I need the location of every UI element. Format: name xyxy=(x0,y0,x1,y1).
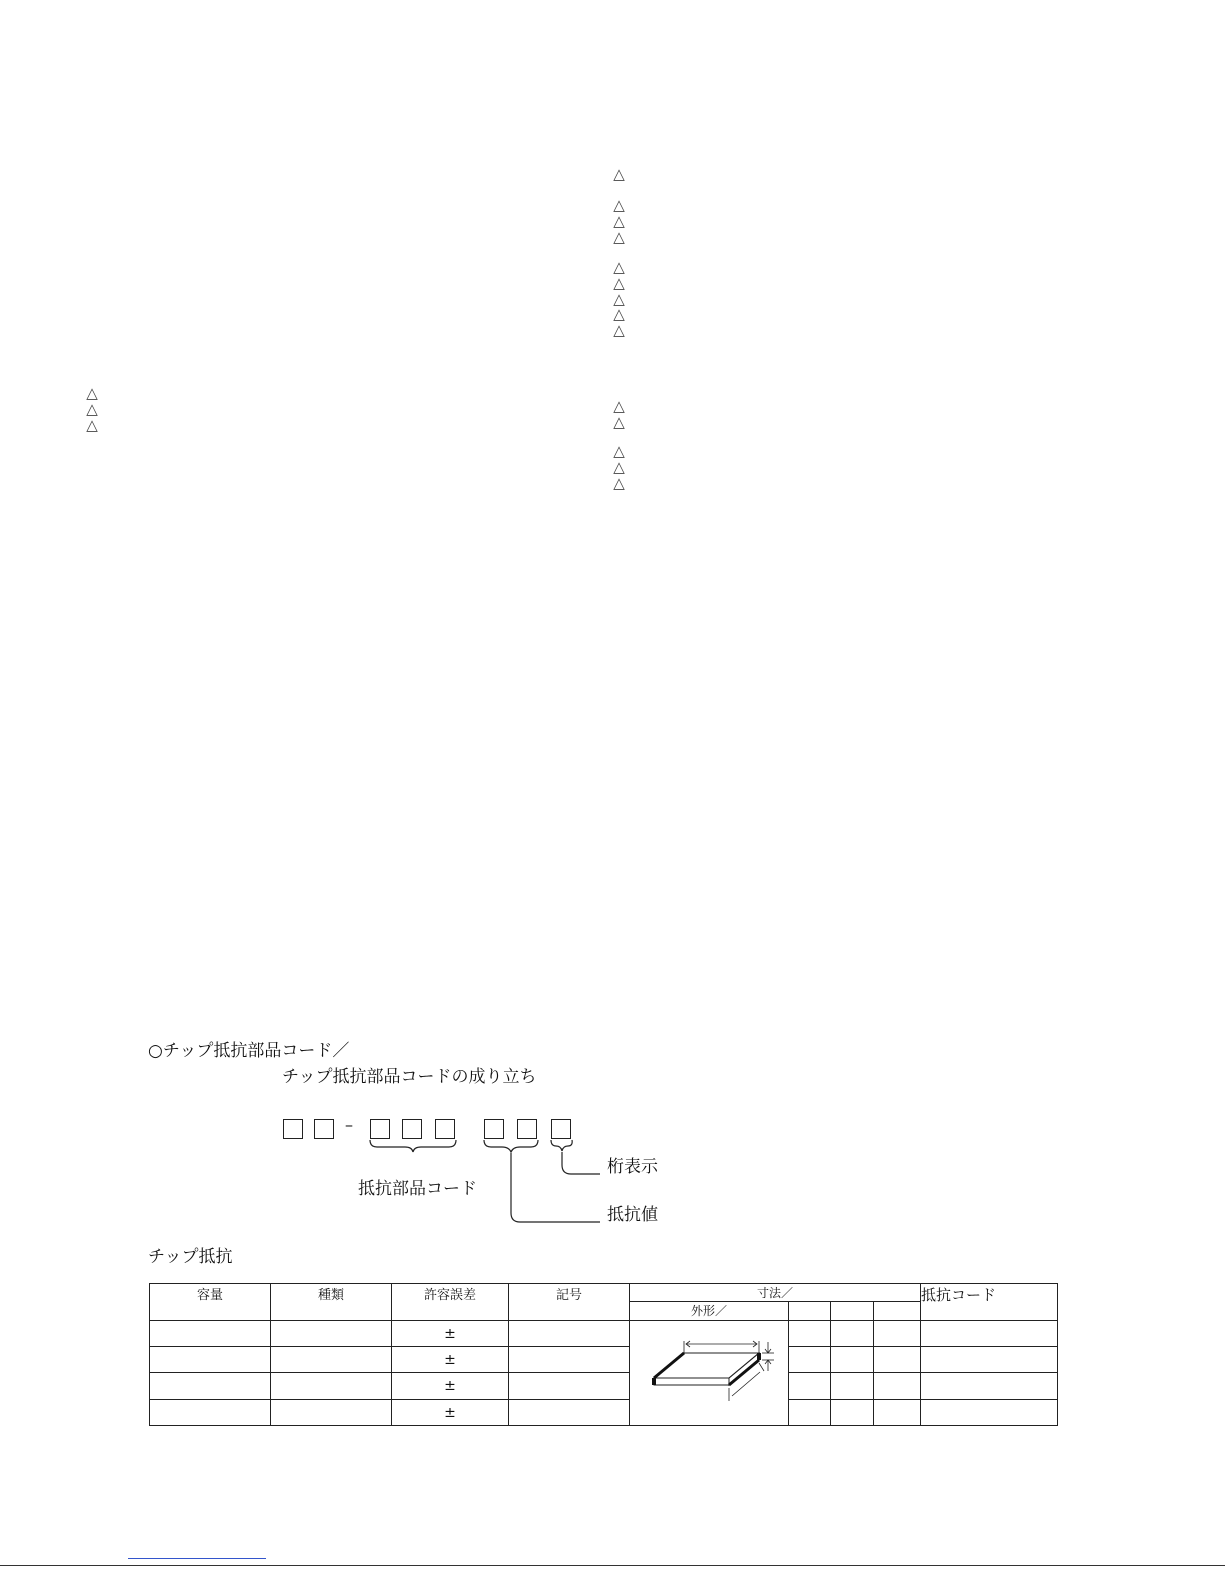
resistor-code-heading: ○チップ抵抗部品コード／ xyxy=(148,1041,350,1061)
cell-resistor-code xyxy=(921,1400,1058,1426)
cell-symbol xyxy=(509,1347,630,1373)
cell-capacity xyxy=(150,1373,271,1400)
table-row xyxy=(150,1400,1058,1426)
safety-warning-icon: △ xyxy=(613,321,625,339)
cell-tolerance: ± xyxy=(392,1373,509,1400)
safety-warning-icon: △ xyxy=(613,413,625,431)
header-type: 種類 xyxy=(271,1284,392,1321)
safety-warning-icon: △ xyxy=(613,458,625,476)
safety-warning-icon: △ xyxy=(613,305,625,323)
footer-divider xyxy=(0,1565,1225,1566)
cell-type xyxy=(271,1321,392,1347)
safety-warning-icon: △ xyxy=(613,474,625,492)
cell-capacity xyxy=(150,1400,271,1426)
safety-warning-icon: △ xyxy=(613,165,625,183)
cell-dim-l xyxy=(789,1400,831,1426)
cell-dim-t xyxy=(874,1347,921,1373)
safety-warning-icon: △ xyxy=(613,212,625,230)
cell-dim-w xyxy=(831,1373,874,1400)
outline-drawing-cell xyxy=(630,1321,789,1426)
cell-resistor-code xyxy=(921,1347,1058,1373)
safety-warning-icon: △ xyxy=(613,290,625,308)
cell-resistor-code xyxy=(921,1321,1058,1347)
safety-warning-icon: △ xyxy=(86,384,98,402)
header-dim-w xyxy=(831,1302,874,1321)
header-capacity: 容量 xyxy=(150,1284,271,1321)
header-dim-l xyxy=(789,1302,831,1321)
chip-resistor-table xyxy=(149,1283,1058,1426)
cell-dim-t xyxy=(874,1373,921,1400)
safety-warning-icon: △ xyxy=(613,274,625,292)
cell-resistor-code xyxy=(921,1373,1058,1400)
table-row xyxy=(150,1321,1058,1347)
cell-capacity xyxy=(150,1321,271,1347)
header-dim-t xyxy=(874,1302,921,1321)
cell-symbol xyxy=(509,1400,630,1426)
cell-dim-l xyxy=(789,1373,831,1400)
digits-label: 桁表示 xyxy=(607,1157,658,1177)
cell-tolerance: ± xyxy=(392,1321,509,1347)
header-tolerance: 許容誤差 xyxy=(392,1284,509,1321)
safety-warning-icon: △ xyxy=(613,442,625,460)
footer-link[interactable] xyxy=(128,1558,266,1559)
cell-capacity xyxy=(150,1347,271,1373)
table-row xyxy=(150,1373,1058,1400)
header-symbol: 記号 xyxy=(509,1284,630,1321)
cell-symbol xyxy=(509,1373,630,1400)
header-dimensions: 寸法／ xyxy=(630,1284,921,1302)
cell-dim-l xyxy=(789,1347,831,1373)
cell-dim-w xyxy=(831,1400,874,1426)
safety-warning-icon: △ xyxy=(86,400,98,418)
cell-dim-t xyxy=(874,1400,921,1426)
part-code-label: 抵抗部品コード xyxy=(358,1179,477,1199)
cell-type xyxy=(271,1373,392,1400)
safety-warning-icon: △ xyxy=(613,397,625,415)
cell-tolerance: ± xyxy=(392,1400,509,1426)
header-outline: 外形／ xyxy=(630,1302,789,1321)
cell-dim-w xyxy=(831,1347,874,1373)
cell-dim-l xyxy=(789,1321,831,1347)
cell-symbol xyxy=(509,1321,630,1347)
safety-warning-icon: △ xyxy=(86,416,98,434)
safety-warning-icon: △ xyxy=(613,258,625,276)
cell-dim-t xyxy=(874,1321,921,1347)
header-resistor-code: 抵抗コード xyxy=(921,1284,1058,1321)
resistor-code-subheading: チップ抵抗部品コードの成り立ち xyxy=(282,1067,537,1087)
table-row xyxy=(150,1347,1058,1373)
cell-type xyxy=(271,1347,392,1373)
safety-warning-icon: △ xyxy=(613,228,625,246)
cell-dim-w xyxy=(831,1321,874,1347)
cell-tolerance: ± xyxy=(392,1347,509,1373)
safety-warning-icon: △ xyxy=(613,196,625,214)
cell-type xyxy=(271,1400,392,1426)
table-caption: チップ抵抗 xyxy=(148,1247,233,1267)
chip-resistor-outline-icon xyxy=(634,1326,784,1416)
code-separator: – xyxy=(345,1115,353,1134)
resistance-value-label: 抵抗値 xyxy=(607,1205,658,1225)
